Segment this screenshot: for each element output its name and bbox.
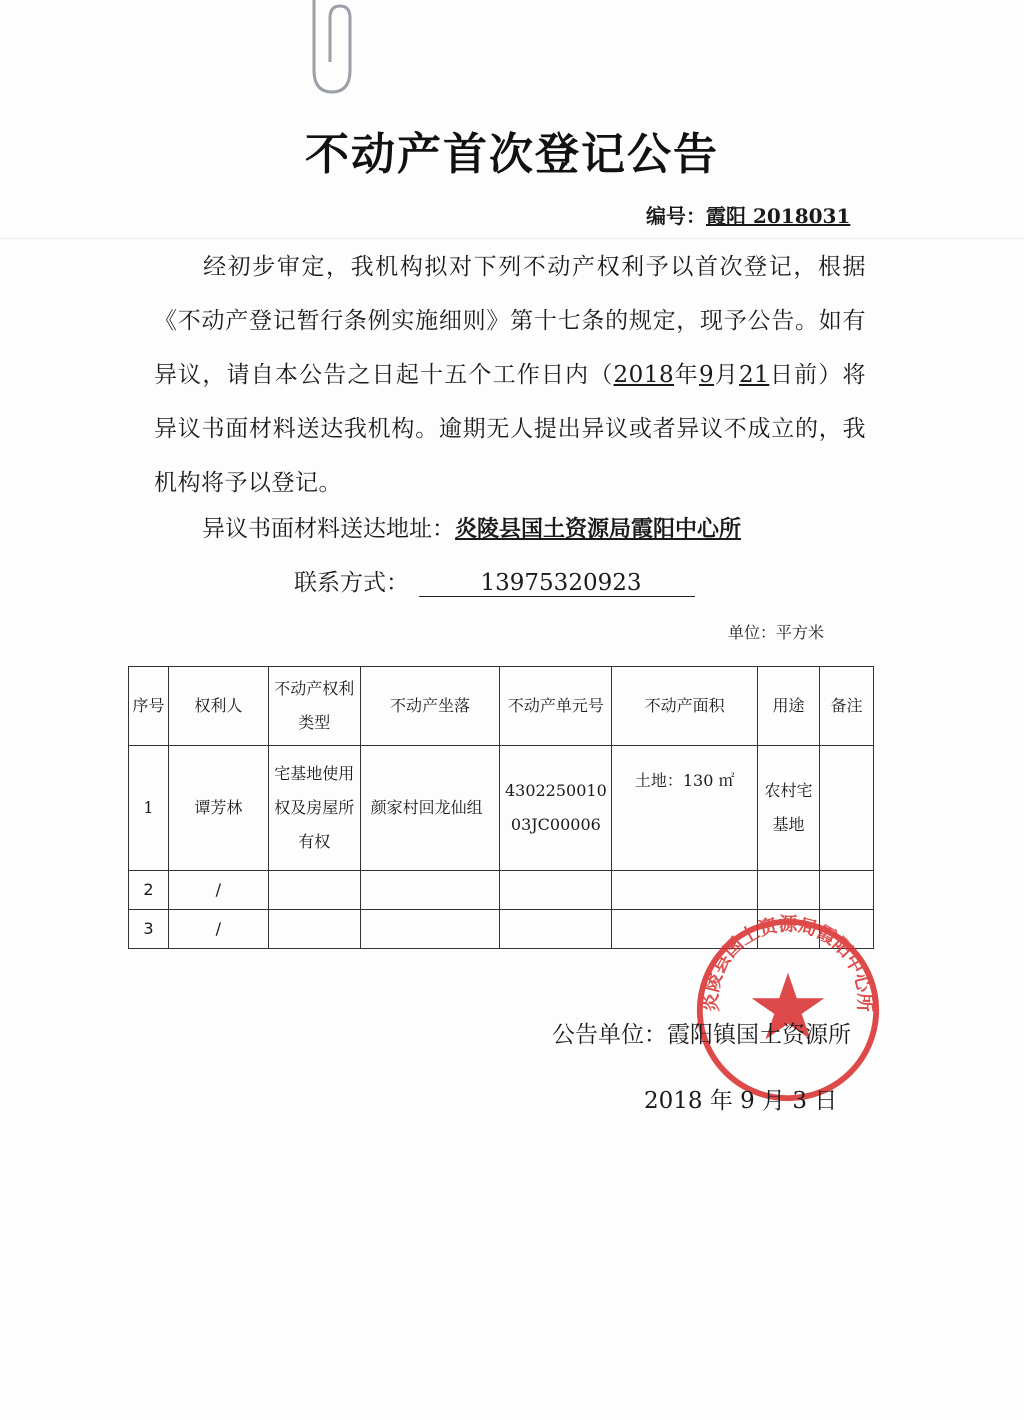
cell-holder: / [168, 910, 268, 949]
objection-address-value: 炎陵县国土资源局霞阳中心所 [455, 517, 742, 542]
document-number-label: 编号： [646, 204, 706, 228]
table-row [129, 746, 874, 871]
deadline-month: 9 [698, 362, 715, 388]
table-header-row [129, 667, 874, 746]
cell-unit-no [500, 910, 612, 949]
issue-date: 2018 年 9 月 3 日 [644, 1088, 838, 1114]
notice-paragraph [154, 240, 866, 510]
cell-use: 农村宅基地 [758, 746, 820, 871]
cell-no: 2 [129, 871, 169, 910]
header-cell-no: 序号 [129, 667, 169, 746]
cell-location: 颜家村回龙仙组 [360, 746, 500, 871]
official-seal-stamp [690, 912, 886, 1108]
seal-text: 炎陵县国土资源局霞阳中心所 [701, 914, 875, 1012]
objection-address [202, 510, 741, 543]
table-row [129, 871, 874, 910]
cell-no: 1 [129, 746, 169, 871]
notice-text-part1: 经初步审定，我机构拟对下列不动产权利予以首次登记，根据《不动产登记暂行条例实施细则》第十七条的规定，现予公告。如有异议，请自本公告之日起十五个工作日内（ [154, 254, 866, 388]
cell-location [360, 871, 500, 910]
contact-label: 联系方式： [294, 570, 409, 596]
notice-text-part2: 日前）将异议书面材料送达我机构。逾期无人提出异议或者异议不成立的，我机构将予以登记。 [154, 362, 867, 496]
header-cell-location: 不动产坐落 [360, 667, 500, 746]
paperclip-icon [302, 0, 362, 100]
cell-type [268, 910, 360, 949]
cell-area: 土地：130 ㎡ [612, 746, 758, 871]
document-number-value: 霞阳 2018031 [706, 204, 851, 228]
cell-note [819, 871, 873, 910]
header-cell-type: 不动产权利类型 [268, 667, 360, 746]
paper-fold-line [0, 238, 1024, 239]
page-title: 不动产首次登记公告 [305, 129, 719, 180]
document-number [646, 200, 850, 229]
cell-holder: 谭芳林 [168, 746, 268, 871]
header-cell-holder: 权利人 [168, 667, 268, 746]
cell-use [758, 871, 820, 910]
header-cell-unit-no: 不动产单元号 [500, 667, 612, 746]
contact-info [294, 564, 695, 597]
deadline-year: 2018 [613, 362, 675, 388]
contact-phone: 13975320923 [419, 570, 695, 597]
issuing-unit [552, 1016, 851, 1049]
issuing-unit-name: 霞阳镇国土资源所 [667, 1022, 851, 1048]
deadline-day: 21 [738, 362, 770, 388]
unit-note: 单位：平方米 [728, 623, 825, 642]
cell-type: 宅基地使用权及房屋所有权 [268, 746, 360, 871]
cell-unit-no: 430225001003JC00006 [500, 746, 612, 871]
cell-unit-no [500, 871, 612, 910]
header-cell-note: 备注 [819, 667, 873, 746]
cell-holder: / [168, 871, 268, 910]
objection-address-label: 异议书面材料送达地址： [202, 516, 455, 542]
cell-area [612, 871, 758, 910]
cell-no: 3 [129, 910, 169, 949]
issuing-unit-label: 公告单位： [552, 1022, 667, 1048]
header-cell-area: 不动产面积 [612, 667, 758, 746]
deadline-year-suffix: 年 [674, 362, 699, 388]
header-cell-use: 用途 [758, 667, 820, 746]
registration-table [128, 666, 874, 949]
cell-note [819, 746, 873, 871]
cell-type [268, 871, 360, 910]
deadline-month-suffix: 月 [714, 362, 739, 388]
cell-location [360, 910, 500, 949]
